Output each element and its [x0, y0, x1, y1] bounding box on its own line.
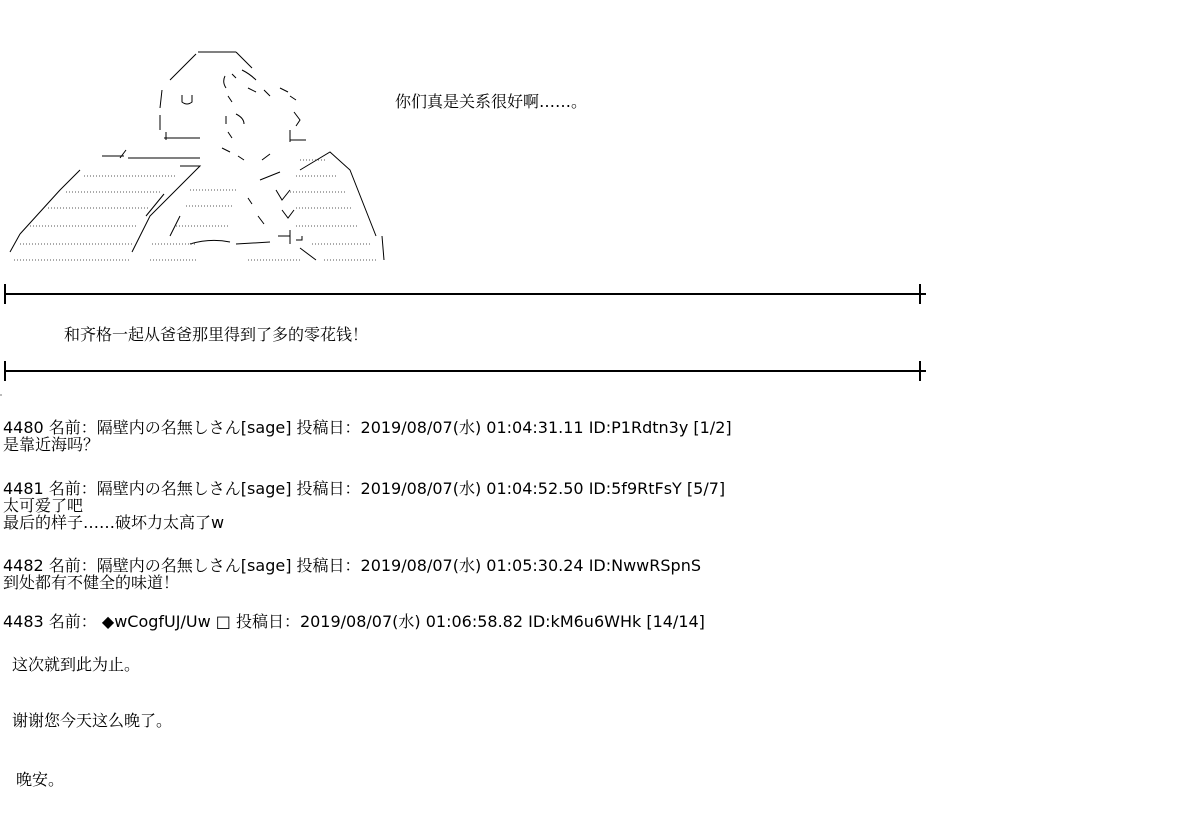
post-4483	[3, 613, 705, 630]
speech-text: 你们真是关系很好啊……。	[395, 92, 588, 111]
post-body-line: 到处都有不健全的味道！	[3, 573, 180, 592]
post-header: 4480 名前：隔壁内の名無しさん[sage] 投稿日：2019/08/07(水) 01:04:31.11 ID:P1Rdtn3y [1/2]	[3, 418, 732, 437]
post-header: 4481 名前：隔壁内の名無しさん[sage] 投稿日：2019/08/07(水) 01:04:52.50 ID:5f9RtFsY [5/7]	[3, 479, 726, 498]
post-body-line: 最后的样子……破坏力太高了w	[3, 513, 225, 532]
post-4480	[3, 419, 732, 453]
box-top-border	[0, 284, 930, 304]
box-text: 和齐格一起从爸爸那里得到了多的零花钱！	[64, 325, 369, 344]
closing-line-3: 晚安。	[16, 770, 65, 789]
divider-dot	[0, 394, 2, 396]
ascii-art-illustration	[0, 40, 400, 270]
closing-line-1: 这次就到此为止。	[12, 655, 141, 674]
post-4481	[3, 480, 725, 531]
ascii-art-drawing	[0, 40, 400, 270]
post-4482	[3, 557, 701, 591]
closing-line-2: 谢谢您今天这么晚了。	[12, 711, 173, 730]
post-body-line: 是靠近海吗？	[3, 435, 100, 454]
post-header: 4482 名前：隔壁内の名無しさん[sage] 投稿日：2019/08/07(水) 01:05:30.24 ID:NwwRSpnS	[3, 556, 701, 575]
post-body-line: 太可爱了吧	[3, 496, 84, 515]
post-header: 4483 名前： ◆wCogfUJ/Uw □ 投稿日：2019/08/07(水) 01:06:58.82 ID:kM6u6WHk [14/14]	[3, 612, 705, 631]
box-bottom-border	[0, 361, 930, 381]
